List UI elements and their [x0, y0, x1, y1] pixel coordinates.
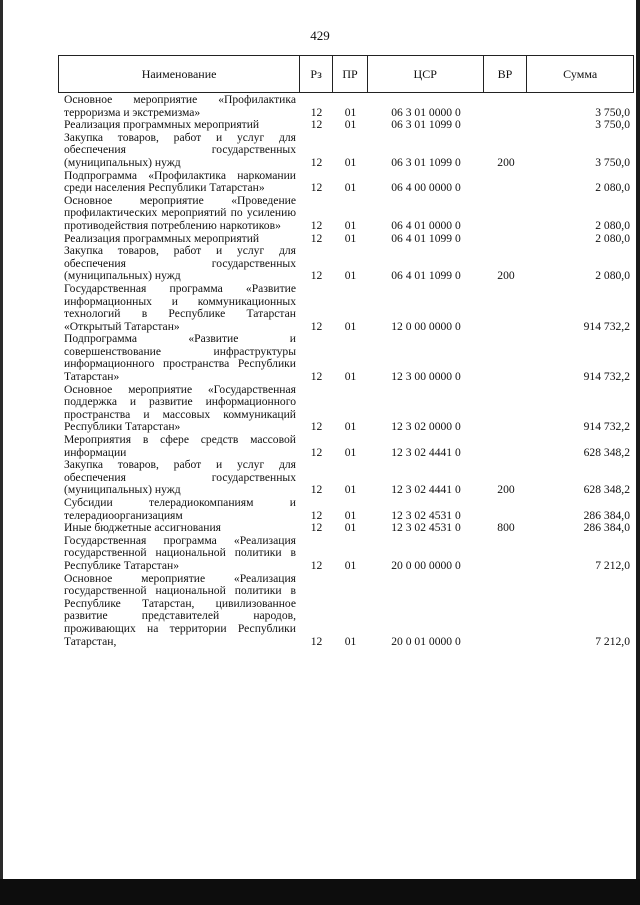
cell-pr: 01	[344, 118, 357, 132]
cell-csr: 12 3 02 4531 0	[391, 508, 461, 522]
cell-sum: 7 212,0	[595, 558, 630, 572]
cell-csr: 06 4 01 1099 0	[391, 269, 461, 283]
cell-name: Государственная программа «Реализация государственной национальной политики в Республике Татарстан»	[64, 533, 296, 572]
cell-csr: 20 0 00 0000 0	[391, 558, 461, 572]
table-row	[58, 573, 634, 649]
cell-sum: 2 080,0	[595, 269, 630, 283]
cell-rz: 12	[310, 508, 323, 522]
cell-csr: 06 4 01 1099 0	[391, 231, 461, 245]
cell-sum: 914 732,2	[583, 370, 630, 384]
cell-pr: 01	[344, 181, 357, 195]
cell-rz: 12	[310, 218, 323, 232]
cell-csr: 12 3 02 4441 0	[391, 483, 461, 497]
cell-pr: 01	[344, 508, 357, 522]
cell-rz: 12	[310, 483, 323, 497]
cell-pr: 01	[344, 370, 357, 384]
cell-name: Основное мероприятие «Проведение профилактических мероприятий по усилению противодействия потреблению наркотиков»	[64, 193, 296, 232]
cell-sum: 286 384,0	[583, 521, 630, 535]
cell-csr: 06 3 01 1099 0	[391, 155, 461, 169]
cell-name: Основное мероприятие «Профилактика терроризма и экстремизма»	[64, 93, 296, 119]
cell-csr: 12 3 00 0000 0	[391, 370, 461, 384]
cell-sum: 914 732,2	[583, 420, 630, 434]
cell-pr: 01	[344, 319, 357, 333]
cell-pr: 01	[344, 269, 357, 283]
cell-rz: 12	[310, 634, 323, 648]
table-row	[58, 535, 634, 573]
cell-csr: 06 3 01 0000 0	[391, 105, 461, 119]
header-pr: ПР	[333, 56, 368, 92]
cell-vr: 200	[497, 155, 515, 169]
header-csr: ЦСР	[368, 56, 484, 92]
header-vr: ВР	[484, 56, 528, 92]
cell-name: Закупка товаров, работ и услуг для обеспечения государственных (муниципальных) нужд	[64, 458, 296, 497]
cell-rz: 12	[310, 370, 323, 384]
cell-pr: 01	[344, 521, 357, 535]
cell-csr: 06 4 00 0000 0	[391, 181, 461, 195]
cell-rz: 12	[310, 521, 323, 535]
cell-vr: 200	[497, 269, 515, 283]
cell-csr: 06 4 01 0000 0	[391, 218, 461, 232]
table-row	[58, 384, 634, 434]
cell-pr: 01	[344, 445, 357, 459]
scan-edge-left	[0, 0, 3, 905]
table-row	[58, 459, 634, 497]
cell-name: Основное мероприятие «Государственная поддержка и развитие информационного пространства и массовых коммуникаций Республики Татарстан»	[64, 382, 296, 434]
cell-name: Закупка товаров, работ и услуг для обеспечения государственных (муниципальных) нужд	[64, 244, 296, 283]
cell-rz: 12	[310, 105, 323, 119]
cell-name: Подпрограмма «Развитие и совершенствование инфраструктуры информационного пространства Республики Татарстан»	[64, 332, 296, 384]
cell-pr: 01	[344, 231, 357, 245]
cell-pr: 01	[344, 218, 357, 232]
cell-sum: 628 348,2	[583, 483, 630, 497]
table-row	[58, 333, 634, 383]
cell-name: Основное мероприятие «Реализация государственной национальной политики в Республике Татарстан, цивилизованное развитие представителей народов, проживающих на территории Республики Татарстан,	[64, 571, 296, 648]
table-row	[58, 132, 634, 170]
page-number: 429	[310, 28, 330, 43]
cell-vr: 800	[497, 521, 515, 535]
cell-rz: 12	[310, 118, 323, 132]
cell-name: Закупка товаров, работ и услуг для обеспечения государственных (муниципальных) нужд	[64, 130, 296, 169]
cell-sum: 2 080,0	[595, 218, 630, 232]
cell-pr: 01	[344, 155, 357, 169]
cell-rz: 12	[310, 181, 323, 195]
header-name: Наименование	[59, 56, 300, 92]
table-row	[58, 283, 634, 333]
cell-sum: 7 212,0	[595, 634, 630, 648]
cell-rz: 12	[310, 558, 323, 572]
cell-rz: 12	[310, 155, 323, 169]
scan-bottom-border	[0, 879, 640, 905]
table-row	[58, 94, 634, 119]
cell-pr: 01	[344, 634, 357, 648]
table-row	[58, 195, 634, 233]
cell-rz: 12	[310, 269, 323, 283]
table-body	[58, 94, 634, 648]
cell-name: Иные бюджетные ассигнования	[64, 521, 221, 535]
cell-sum: 3 750,0	[595, 105, 630, 119]
cell-csr: 20 0 01 0000 0	[391, 634, 461, 648]
cell-sum: 628 348,2	[583, 445, 630, 459]
table-row	[58, 434, 634, 459]
table-row	[58, 497, 634, 522]
cell-sum: 286 384,0	[583, 508, 630, 522]
cell-rz: 12	[310, 231, 323, 245]
table-row	[58, 245, 634, 283]
cell-csr: 12 3 02 0000 0	[391, 420, 461, 434]
cell-sum: 2 080,0	[595, 231, 630, 245]
cell-sum: 3 750,0	[595, 118, 630, 132]
cell-pr: 01	[344, 483, 357, 497]
cell-rz: 12	[310, 445, 323, 459]
cell-csr: 12 0 00 0000 0	[391, 319, 461, 333]
cell-csr: 06 3 01 1099 0	[391, 118, 461, 132]
cell-vr: 200	[497, 483, 515, 497]
table-row	[58, 119, 634, 132]
cell-rz: 12	[310, 420, 323, 434]
table-row	[58, 522, 634, 535]
header-rz: Рз	[300, 56, 333, 92]
cell-sum: 3 750,0	[595, 155, 630, 169]
cell-csr: 12 3 02 4441 0	[391, 445, 461, 459]
cell-name: Мероприятия в сфере средств массовой информации	[64, 433, 296, 459]
scan-edge-right	[636, 0, 640, 905]
cell-sum: 2 080,0	[595, 181, 630, 195]
header-sum: Сумма	[563, 66, 598, 81]
table-header	[58, 55, 634, 93]
cell-pr: 01	[344, 105, 357, 119]
cell-name: Субсидии телерадиокомпаниям и телерадиоорганизациям	[64, 496, 296, 522]
cell-rz: 12	[310, 319, 323, 333]
cell-name: Реализация программных мероприятий	[64, 231, 260, 245]
cell-pr: 01	[344, 420, 357, 434]
table-row	[58, 170, 634, 195]
cell-sum: 914 732,2	[583, 319, 630, 333]
cell-pr: 01	[344, 558, 357, 572]
cell-csr: 12 3 02 4531 0	[391, 521, 461, 535]
cell-name: Государственная программа «Развитие информационных и коммуникационных технологий в Республике Татарстан «Открытый Татарстан»	[64, 281, 296, 333]
cell-name: Подпрограмма «Профилактика наркомании среди населения Республики Татарстан»	[64, 168, 296, 195]
cell-name: Реализация программных мероприятий	[64, 118, 260, 132]
